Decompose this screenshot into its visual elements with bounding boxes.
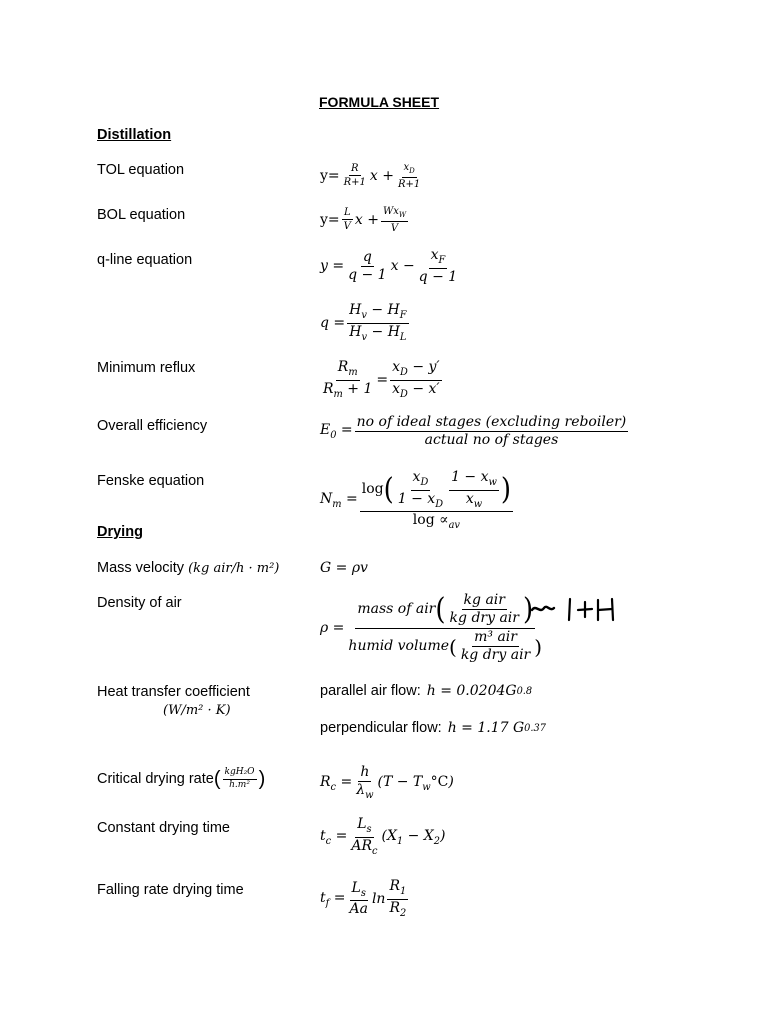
heat-transfer-units: (W/m² · K) [163,703,231,718]
parallel-flow-exponent: 0.8 [516,685,533,697]
constant-drying-time-equation: $t_c$ = $L_s$ $AR_c$ $(X_1 - X_2)$ [320,816,446,857]
label-constant-drying-time: Constant drying time [97,820,230,836]
efficiency-denominator: actual no of stages [424,432,559,449]
label-falling-rate-drying-time: Falling rate drying time [97,882,244,898]
label-overall-efficiency: Overall efficiency [97,418,208,434]
q-definition-equation: q = $\frac{H_v - H_F}{H_v - H_L}$ [320,302,407,343]
falling-rate-drying-time-equation: $t_f$ = $\frac{L_s}{Aa}$ ln $R_1$ $R_2$ [320,878,407,919]
kg-dry-air-text-2: kg dry air [460,647,531,664]
fenske-equation: $N_m$ = log ( $x_D$ $1 - x_D$ $1 - x_w$ $x_w$ ) $\log \propto_{av}$ [320,469,512,531]
parallel-flow-formula: h = 0.0204G [426,683,517,699]
mass-of-air-text: mass of air [357,601,436,618]
perpendicular-flow-label: perpendicular flow: [320,720,442,736]
page-title: FORMULA SHEET [319,94,440,110]
mass-velocity-units: (kg air/h · m²) [188,561,280,576]
section-heading-distillation: Distillation [97,127,172,143]
m3-air-text: m³ air [472,630,519,647]
handwritten-annotation [528,596,618,624]
label-bol-equation: BOL equation [97,207,186,223]
parallel-flow-equation [320,683,532,699]
critical-rate-units-den: h.m² [229,779,250,790]
label-critical-drying-rate: Critical drying rate ( kgH₂O h.m² ) [97,767,266,791]
perpendicular-flow-formula: h = 1.17 G [447,720,525,736]
label-density-of-air: Density of air [97,595,182,611]
label-tol-equation: TOL equation [97,162,185,178]
overall-efficiency-equation: $E_0$ = no of ideal stages (excluding reboiler) actual no of stages [320,414,627,449]
kg-air-text: kg air [462,593,507,610]
mass-velocity-equation: G = ρv [320,560,368,576]
critical-rate-units-num: kgH₂O [223,768,257,780]
efficiency-numerator: no of ideal stages (excluding reboiler) [355,415,629,432]
perpendicular-flow-equation [320,720,546,736]
mass-velocity-text: Mass velocity [97,560,185,576]
critical-drying-rate-equation: $R_c$ = $\frac{h}{\lambda_w}$ $(T - T_w^\circ C)$ [320,764,454,802]
label-fenske-equation: Fenske equation [97,473,205,489]
minimum-reflux-equation: $\frac{R_m}{R_m + 1}$ = $\frac{x_D - y'}{x_D - x'}$ [323,359,440,400]
label-heat-transfer-coefficient: Heat transfer coefficient [97,684,250,700]
tol-equation: y= $\frac{R}{R+1}$ x + $\frac{x_D}{R+1}$ [320,162,421,190]
label-mass-velocity [97,560,279,576]
label-qline-equation: q-line equation [97,252,193,268]
density-of-air-equation: ρ = mass of air ( kg air kg dry air ) humid volume ( m³ air kg dry air ) [320,592,543,664]
humid-volume-text: humid volume [348,637,450,654]
section-heading-drying: Drying [97,524,143,540]
perpendicular-flow-exponent: 0.37 [524,722,546,734]
parallel-flow-label: parallel air flow: [320,683,421,699]
label-minimum-reflux: Minimum reflux [97,360,196,376]
kg-dry-air-text: kg dry air [449,610,519,627]
critical-drying-rate-text: Critical drying rate [97,771,214,788]
bol-equation: y= $\frac{L}{V}$ x + $Wx_W$ V [320,206,407,234]
qline-equation: y = $\frac{q}{q - 1}$ x − $\frac{x_F}{q - 1}$ [320,247,458,285]
